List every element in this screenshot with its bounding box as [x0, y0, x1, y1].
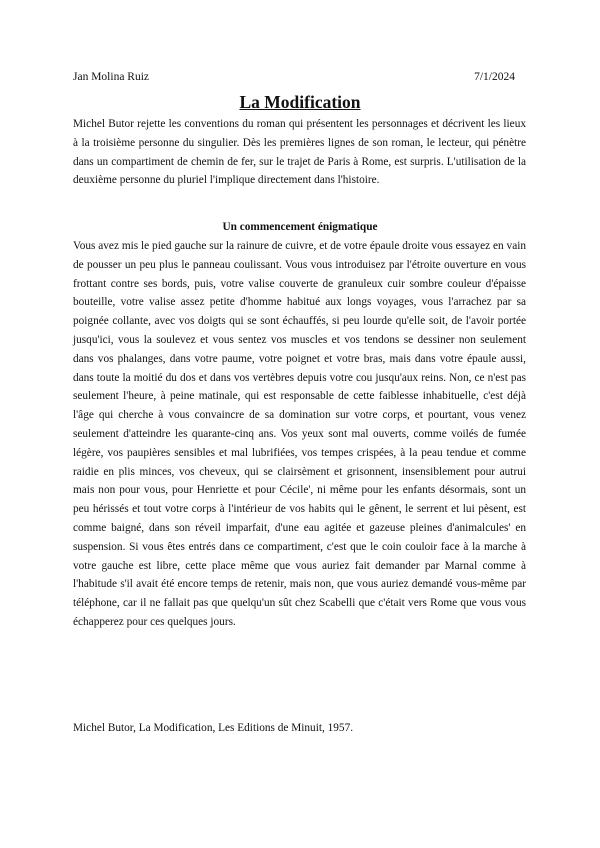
intro-paragraph: Michel Butor rejette les conventions du roman qui présentent les personnages et décrivent les lieux à la troisième personne du singulier. Dès les premières lignes de son roman, le lecteur, qui pénètre dans un compartiment de chemin de fer, sur le trajet de Paris à Rome, est surpris. L'utilisation de la deuxième personne du pluriel l'implique directement dans l'histoire. [73, 118, 526, 187]
citation-line: Michel Butor, La Modification, Les Editions de Minuit, 1957. [73, 722, 354, 734]
excerpt-paragraph: Vous avez mis le pied gauche sur la rainure de cuivre, et de votre épaule droite vous essayez en vain de pousser un peu plus le panneau coulissant. Vous vous introduisez par l'étroite ouverture en vous frottant contre ses bords, puis, votre valise couverte de granuleux cuir sombre couleur d'épaisse bouteille, votre valise assez petite d'homme habitué aux longs voyages, vous l'arrachez par sa poignée collante, avec vos doigts qui se sont échauffés, si peu lourde qu'elle soit, de l'avoir portée jusqu'ici, vous la soulevez et vous sentez vos muscles et vos tendons se dessiner non seulement dans vos phalanges, dans votre paume, votre poignet et votre bras, mais dans votre épaule aussi, dans toute la moitié du dos et dans vos vertèbres depuis votre cou jusqu'aux reins. Non, ce n'est pas seulement l'heure, à peine matinale, qui est responsable de cette faiblesse inhabituelle, c'est déjà l'âge qui cherche à vous convaincre de sa domination sur votre corps, et pourtant, vous venez seulement d'atteindre les quarante-cinq ans. Vos yeux sont mal ouverts, comme voilés de fumée légère, vos paupières sensibles et mal lubrifiées, vos tempes crispées, à la peau tendue et comme raidie en plis minces, vos cheveux, qui se clairsèment et grisonnent, insensiblement pour autrui mais non pour vous, pour Henriette et pour Cécile', ni même pour les enfants désormais, sont un peu hérissés et tout votre corps à l'intérieur de vos habits qui le gênent, le serrent et lui pèsent, est comme baigné, dans son réveil imparfait, d'une eau agitée et gazeuse pleines d'animalcules' en suspension. Si vous êtes entrés dans ce compartiment, c'est que le coin couloir face à la marche à votre gauche est libre, cette place même que vous auriez fait demander par Marnal comme à l'habitude s'il avait été encore temps de retenir, mais non, que vous auriez demandé vous-même par téléphone, car il ne fallait pas que quelqu'un sût chez Scabelli que c'était vers Rome que vous vous échapperez pour ces quelques jours. [73, 240, 526, 628]
section-heading: Un commencement énigmatique [222, 221, 378, 233]
author-name: Jan Molina Ruiz [73, 71, 150, 83]
document-header [73, 69, 515, 85]
document-date: 7/1/2024 [474, 71, 515, 83]
document-title: La Modification [239, 92, 361, 112]
